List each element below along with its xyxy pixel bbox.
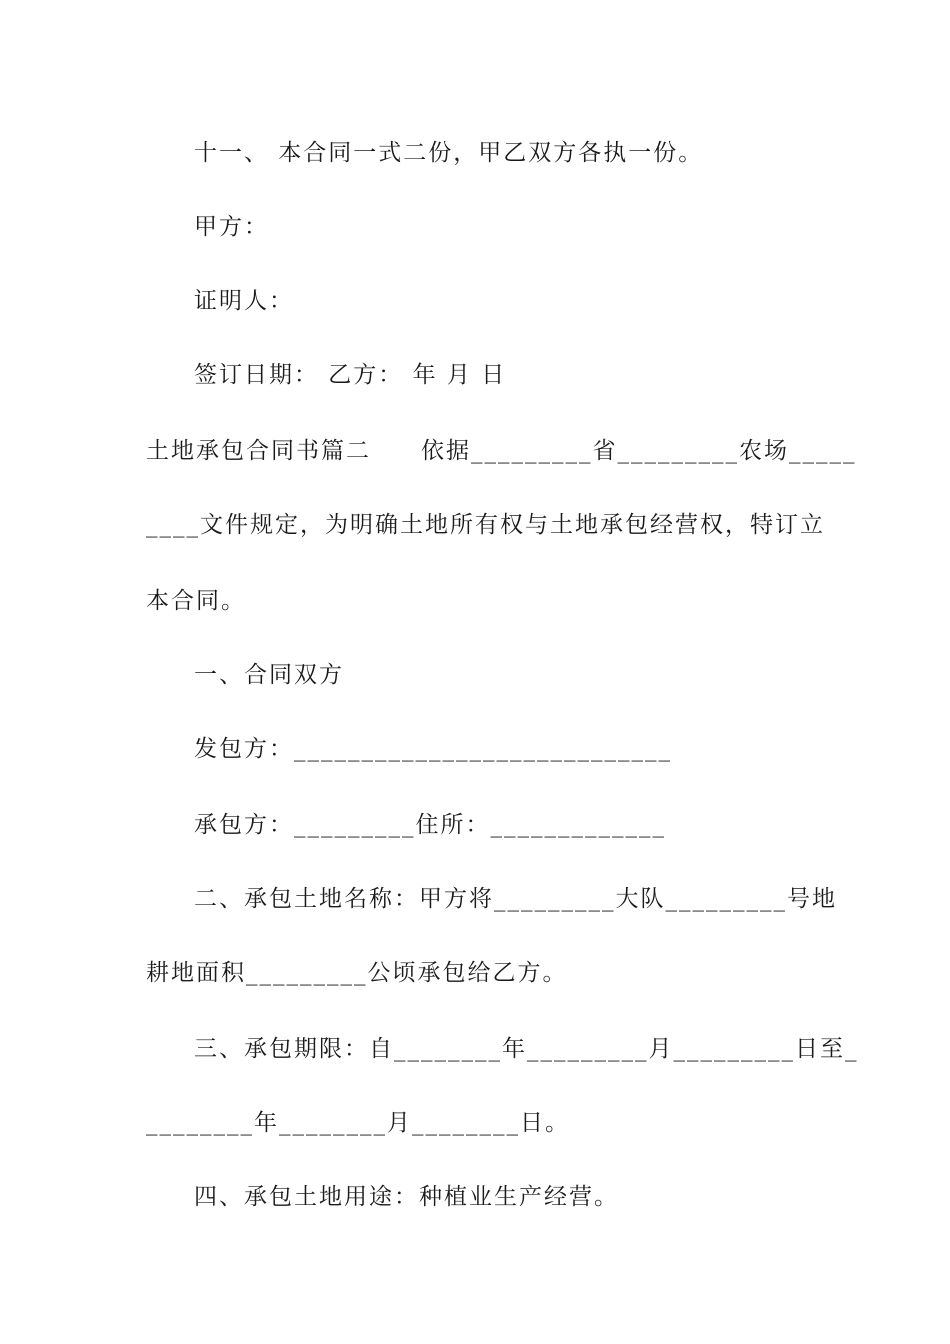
clause-four-line: 四、承包土地用途：种植业生产经营。 <box>194 1184 619 1210</box>
party-a-label: 甲方： <box>194 214 269 240</box>
clause-eleven: 十一、 本合同一式二份，甲乙双方各执一份。 <box>194 140 704 166</box>
contractor-field: 承包方：_________住所：_____________ <box>194 812 666 838</box>
clause-three-line: 三、承包期限：自________年_________月_________日至_ <box>194 1036 859 1062</box>
clause-three-continued: ________年________月________日。 <box>146 1110 570 1136</box>
signing-date-line: 签订日期： 乙方： 年 月 日 <box>194 362 507 388</box>
section-two-heading-line: 土地承包合同书篇二 依据_________省_________农场_____ <box>146 438 857 464</box>
paragraph-line: 本合同。 <box>146 588 246 614</box>
contractor-issuer-field: 发包方：____________________________ <box>194 736 672 762</box>
witness-label: 证明人： <box>194 288 294 314</box>
clause-one-heading: 一、合同双方 <box>194 662 344 688</box>
clause-two-line: 二、承包土地名称：甲方将_________大队_________号地 <box>194 886 837 912</box>
paragraph-line: ____文件规定，为明确土地所有权与土地承包经营权，特订立 <box>146 512 825 538</box>
clause-two-continued: 耕地面积_________公顷承包给乙方。 <box>146 960 568 986</box>
